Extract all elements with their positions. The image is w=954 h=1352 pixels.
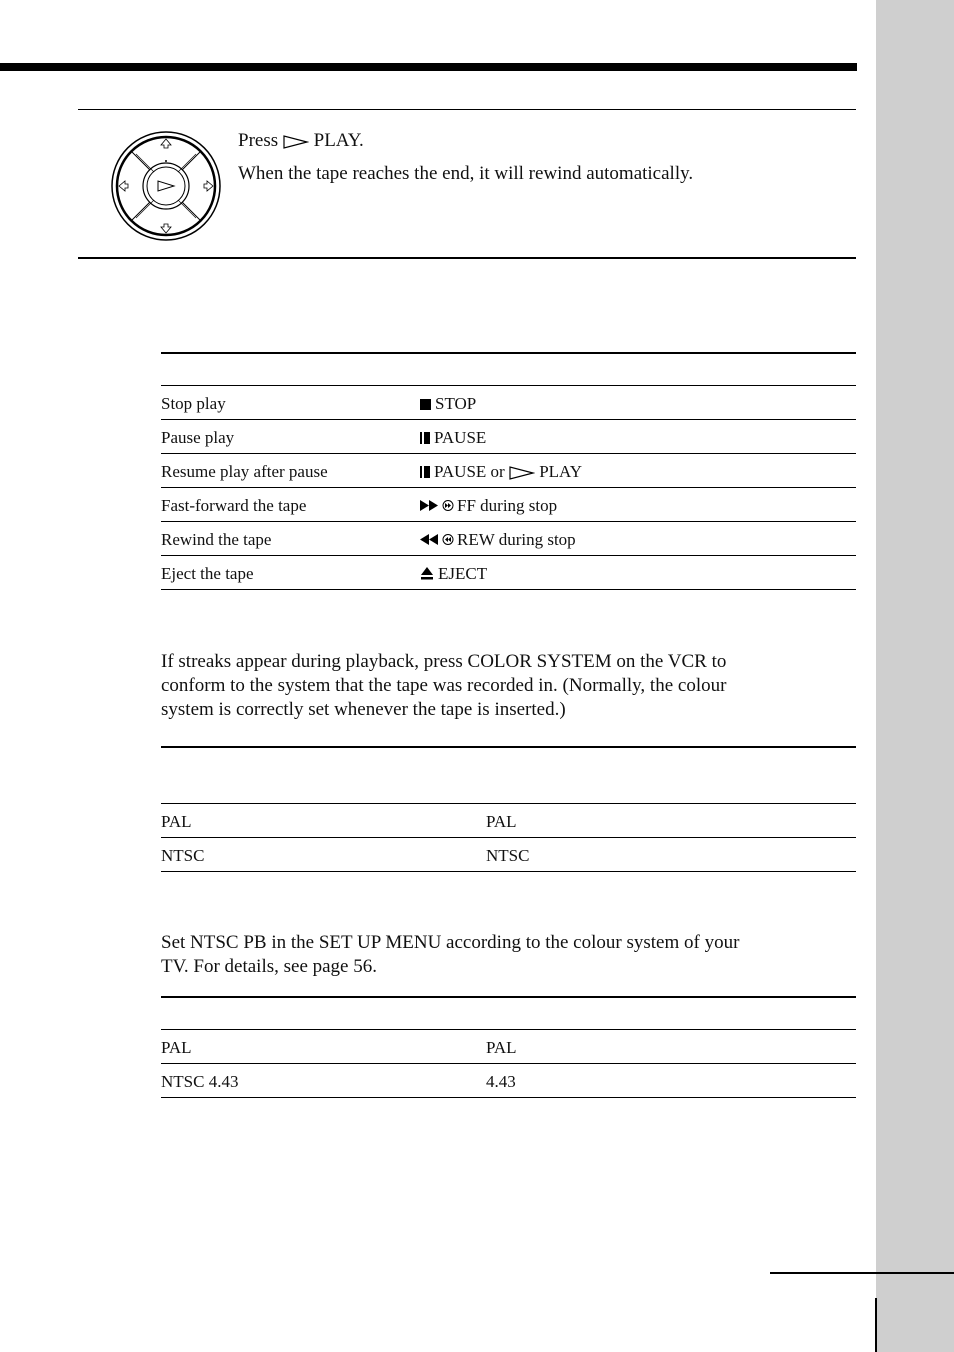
step-instruction [238, 131, 364, 150]
rewind-icon [420, 533, 454, 546]
table-cell: PAL [486, 1038, 517, 1057]
table-cell: 4.43 [486, 1072, 516, 1091]
ops-button [420, 496, 557, 516]
table-row [161, 838, 856, 872]
ntsc-pb-table [161, 1029, 856, 1098]
ops-button-label: STOP [435, 394, 477, 413]
ops-button [420, 394, 476, 414]
ops-button [420, 564, 487, 584]
table-cell: PAL [486, 812, 517, 831]
step-instruction-suffix: PLAY. [313, 130, 364, 151]
ops-button-label: FF during stop [457, 496, 558, 515]
ops-action: Pause play [161, 428, 235, 447]
paragraph-line: conform to the system that the tape was recorded in. (Normally, the colour [161, 675, 727, 696]
paragraph-line: If streaks appear during playback, press COLOR SYSTEM on the VCR to [161, 651, 727, 672]
table-row [161, 556, 856, 590]
ops-button-label: EJECT [438, 564, 488, 583]
step-bottom-rule [78, 257, 856, 259]
table-row [161, 454, 856, 488]
ops-button [420, 428, 486, 448]
table-row [161, 522, 856, 556]
table-cell: NTSC [161, 846, 205, 865]
table-cell: NTSC 4.43 [161, 1072, 239, 1091]
ops-button-label: PAUSE or [434, 462, 505, 481]
footer-rule [770, 1272, 954, 1274]
ops-button-label-2: PLAY [539, 462, 583, 481]
color-table-top-rule [161, 746, 856, 748]
paragraph-line: system is correctly set whenever the tape is inserted.) [161, 699, 566, 720]
ntsc-table-top-rule [161, 996, 856, 998]
play-triangle-outline-icon [283, 135, 309, 149]
pause-bars-icon [420, 466, 430, 478]
table-row [161, 420, 856, 454]
ops-button-label: REW during stop [457, 530, 576, 549]
ops-action: Resume play after pause [161, 462, 328, 481]
header-rule [0, 63, 857, 71]
remote-dial-icon [110, 130, 222, 242]
table-row [161, 1064, 856, 1098]
step-note: When the tape reaches the end, it will rewind automatically. [238, 163, 694, 184]
fast-forward-icon [420, 499, 454, 512]
table-cell: PAL [161, 812, 192, 831]
color-system-paragraph [161, 650, 861, 722]
table-cell: NTSC [486, 846, 530, 865]
side-tab [876, 0, 954, 1352]
ops-action: Rewind the tape [161, 530, 272, 549]
ops-table-top-rule [161, 352, 856, 354]
ntsc-pb-paragraph [161, 931, 861, 979]
ops-table [161, 385, 856, 590]
eject-icon [420, 567, 434, 580]
ops-action: Stop play [161, 394, 226, 413]
ops-button [420, 530, 576, 550]
color-system-table [161, 803, 856, 872]
stop-square-icon [420, 399, 431, 410]
table-row [161, 1030, 856, 1064]
table-row [161, 804, 856, 838]
table-row [161, 488, 856, 522]
ops-action: Eject the tape [161, 564, 254, 583]
ops-action: Fast-forward the tape [161, 496, 307, 515]
table-row [161, 386, 856, 420]
pause-bars-icon [420, 432, 430, 444]
play-triangle-outline-icon [509, 466, 535, 480]
step-instruction-prefix: Press [238, 130, 279, 151]
paragraph-line: Set NTSC PB in the SET UP MENU according to the colour system of your [161, 932, 740, 953]
paragraph-line: TV. For details, see page 56. [161, 956, 377, 977]
step-top-rule [78, 109, 856, 110]
ops-button-label: PAUSE [434, 428, 487, 447]
table-cell: PAL [161, 1038, 192, 1057]
ops-button [420, 462, 582, 482]
footer-divider [875, 1298, 877, 1352]
